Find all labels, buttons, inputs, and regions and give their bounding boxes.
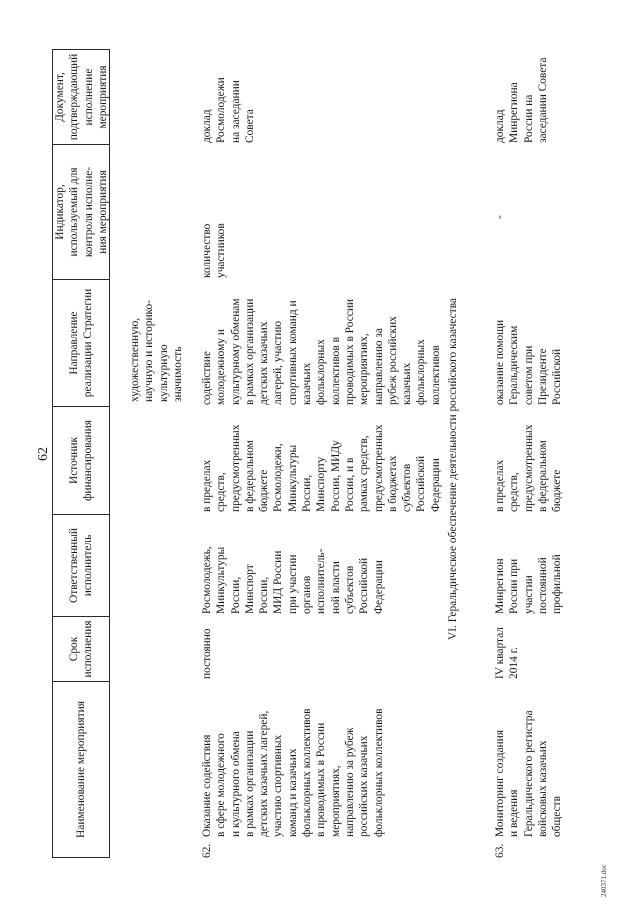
row-63-indicator: - bbox=[494, 215, 506, 219]
row-62-source: в пределах средств, предусмотренных в федеральном бюджете Росмолодежи, Минкультуры России, Минспорту России, МИДу России, и в рамках средств, предусмотренных в бюджетах субъектов Российской Федерации bbox=[201, 424, 442, 512]
header-name: Наименование мероприятия bbox=[75, 701, 87, 838]
header-document: Документ, подтверждающий исполнение мероприятия bbox=[54, 53, 109, 141]
header-responsible: Ответственный исполнитель bbox=[68, 527, 95, 604]
section-title: VI. Геральдическое обеспечение деятельности российского казачества bbox=[447, 298, 459, 640]
carry-over-direction: художественную, научную и историко- культурную значимость bbox=[129, 300, 184, 402]
col-divider-name bbox=[52, 857, 110, 858]
row-62-direction: содействие молодежному и культурному обменам в рамках организации детских казачьих лагерей, участию спортивных команд и казачьих фольклорных коллективов в проводимых в России мероприятиях, направлению за рубеж российских казачьих фольклорных коллективов bbox=[201, 298, 442, 405]
row-63-source: в пределах средств, предусмотренных в федеральном бюджете bbox=[494, 424, 564, 512]
row-63-term: IV квартал 2014 г. bbox=[494, 627, 521, 679]
row-62-term: постоянно bbox=[201, 628, 213, 679]
row-63-responsible: Минрегион России при участии постоянной профильной bbox=[494, 554, 564, 614]
header-source: Источник финансирования bbox=[68, 420, 95, 501]
row-63-number: 63. bbox=[494, 843, 506, 858]
header-direction: Направление реализации Стратегии bbox=[68, 288, 95, 398]
row-63-direction: оказание помощи Геральдическим советом при Президенте Российской bbox=[494, 319, 564, 405]
row-63-document: доклад Минрегиона России на заседании Совета bbox=[494, 57, 549, 143]
row-62-indicator: количество участников bbox=[201, 223, 228, 278]
header-indicator: Индикатор, используемый для контроля исполне- ния мероприятия bbox=[54, 166, 109, 258]
row-62-responsible: Росмолодежь, Минкультуры России, Минспорт России, МИД России при участии органов исполнитель- ной власти субъектов Российской Федерации bbox=[201, 546, 385, 614]
document-footer: 240371.doc bbox=[600, 864, 608, 897]
row-62-name: Оказание содействия в сфере молодежного и культурного обмена в рамках организации детских казачьих лагерей, участию спортивных команд и казачьих фольклорных коллективов в проводимых в России мероприятиях, направлению за рубеж российских казачьих фольклорных коллективов bbox=[201, 708, 385, 837]
page-number: 62 bbox=[36, 447, 51, 461]
row-63-name: Мониторинг создания и ведения Геральдического регистра войсковых казачьих обществ bbox=[494, 710, 564, 837]
row-62-number: 62. bbox=[201, 843, 213, 858]
row-62-document: доклад Росмолодежи на заседании Совета bbox=[201, 77, 256, 143]
header-term: Срок исполнения bbox=[68, 620, 95, 678]
